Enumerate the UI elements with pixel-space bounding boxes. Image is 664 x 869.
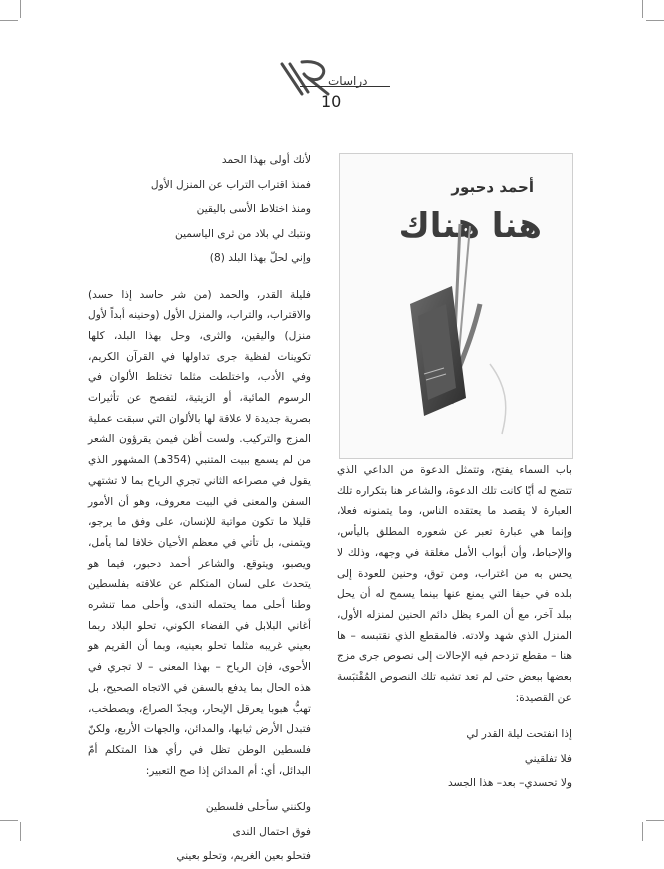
cover-title: هنا هناك [398,206,542,246]
cover-author: أحمد دحبور [451,178,534,196]
left-text-column [88,148,311,869]
poem-line: فتحلو بعين الغريم، وتحلو بعيني [176,850,311,863]
poem-line: إذا انفتحت ليلة القدر لي [466,728,572,741]
book-cover-image [339,153,573,459]
body-paragraph: فليلة القدر، والحمد (من شر حاسد إذا حسد) والاقتراب، والتراب، والمنزل الأول (وحنينه أبداً لأول منزل) واليقين، والثرى، وحل بهذا البلد، كلها تكوينات لفظية جرى تداولها في القرآن الكريم، وفي الأدب، واختلطت مثلما تختلط الألوان في الرسوم المائية، أو الزيتية، لتفصح عن تأثيرات بصرية جديدة لا علاقة لها بالألوان التي سبقت عملية المزج والتركيب. ولست أظن فيمن يقرؤون الشعر من لم يسمع ببيت المتنبي (354هـ) المشهور الذي يقول في مصراعه الثاني تجري الرياح بما لا تشتهي السفن والمعنى في البيت معروف، وهو أن الأمور قليلا ما تكون مواتية للإنسان، على وفق ما يرجو، ويتمنى، بل تأتي في معظم الأحيان خلافا لما يأمل، ويصبو، ويتوقع. والشاعر أحمد دحبور، فيما هو يتحدث على لسان المتكلم عن علاقته بفلسطين وطنا أحلى مما يحتمله الندى، وأحلى مما تنشره أغاني البلابل في الفضاء الكوني، تحلو البلاد ربما بعيني غريبه مثلما تحلو بعينيه، وبما أن القريم هو الأحوى، فإن الرياح – بهذا المعنى – لا تجري في هذه الحال بما يدفع بالسفن في الاتجاه الصحيح، بل تهبُّ هبوبا يعرقل الإبحار، ويجدّ الصراع، ويصطخب، فتبدل الأرض ثيابها، والمدائن، والجهات الأربع، ولكنّ فلسطين الوطن تظل في رأي هذا المتكلم أمّ البدائل، أي: أم المدائن إذا صح التعبير: [88,288,311,777]
crop-mark [20,822,21,841]
crop-mark [642,822,643,841]
page-number: 10 [321,92,342,111]
cover-artwork [340,154,572,458]
poem-line: فلا تفلقيني [524,752,572,765]
poem-line: وإني لحلّ بهذا البلد (8) [209,252,311,264]
section-title: دراسات [328,74,368,88]
poem-line: فوق احتمال الندى [232,825,311,838]
poem-line: ولكنني سأحلى فلسطين [205,801,311,814]
poem-line: لأنك أولى بهذا الحمد [221,154,311,166]
poem-line: ولا تحسدي– بعد– هذا الجسد [447,777,572,790]
crop-mark [0,820,18,821]
poem-line: ومنذ اختلاط الأسى باليقين [196,203,311,215]
crop-mark [646,820,664,821]
body-paragraph: باب السماء يفتح، وتتمثل الدعوة من الداعي الذي تتضح له أيّا كانت تلك الدعوة، والشاعر هنا بتكراره تلك العبارة لا يقصد ما يعتقده الناس، وما يتمنونه فعلا، وإنما هي عبارة تعبر عن شعوره المطلق باليأس، والإحباط، وأن أبواب الأمل مغلقة في وجهه، وذلك لا يحس به من اغتراب، ومن توق، وحنين للعودة إلى بلده في حيفا التي يمنع عنها بينما يسمح له أن يحل ببلد آخر، مع أن المرء يظل دائم الحنين لمنزله الأول، المنزل الذي شهد ولادته. فالمقطع الذي نقتبسه – ها هنا – مقطع تزدحم فيه الإحالات إلى نصوص جرى مزج بعضها ببعض حتى لم تعد تشبه تلك النصوص المُقْتبَسة عن القصيدة: [337,464,572,704]
right-text-column [337,460,572,796]
poem-line: ونتبك لي بلاد من ثرى الياسمين [175,227,311,240]
page-header [0,0,664,110]
poem-line: فمنذ اقتراب التراب عن المنزل الأول [150,178,311,191]
